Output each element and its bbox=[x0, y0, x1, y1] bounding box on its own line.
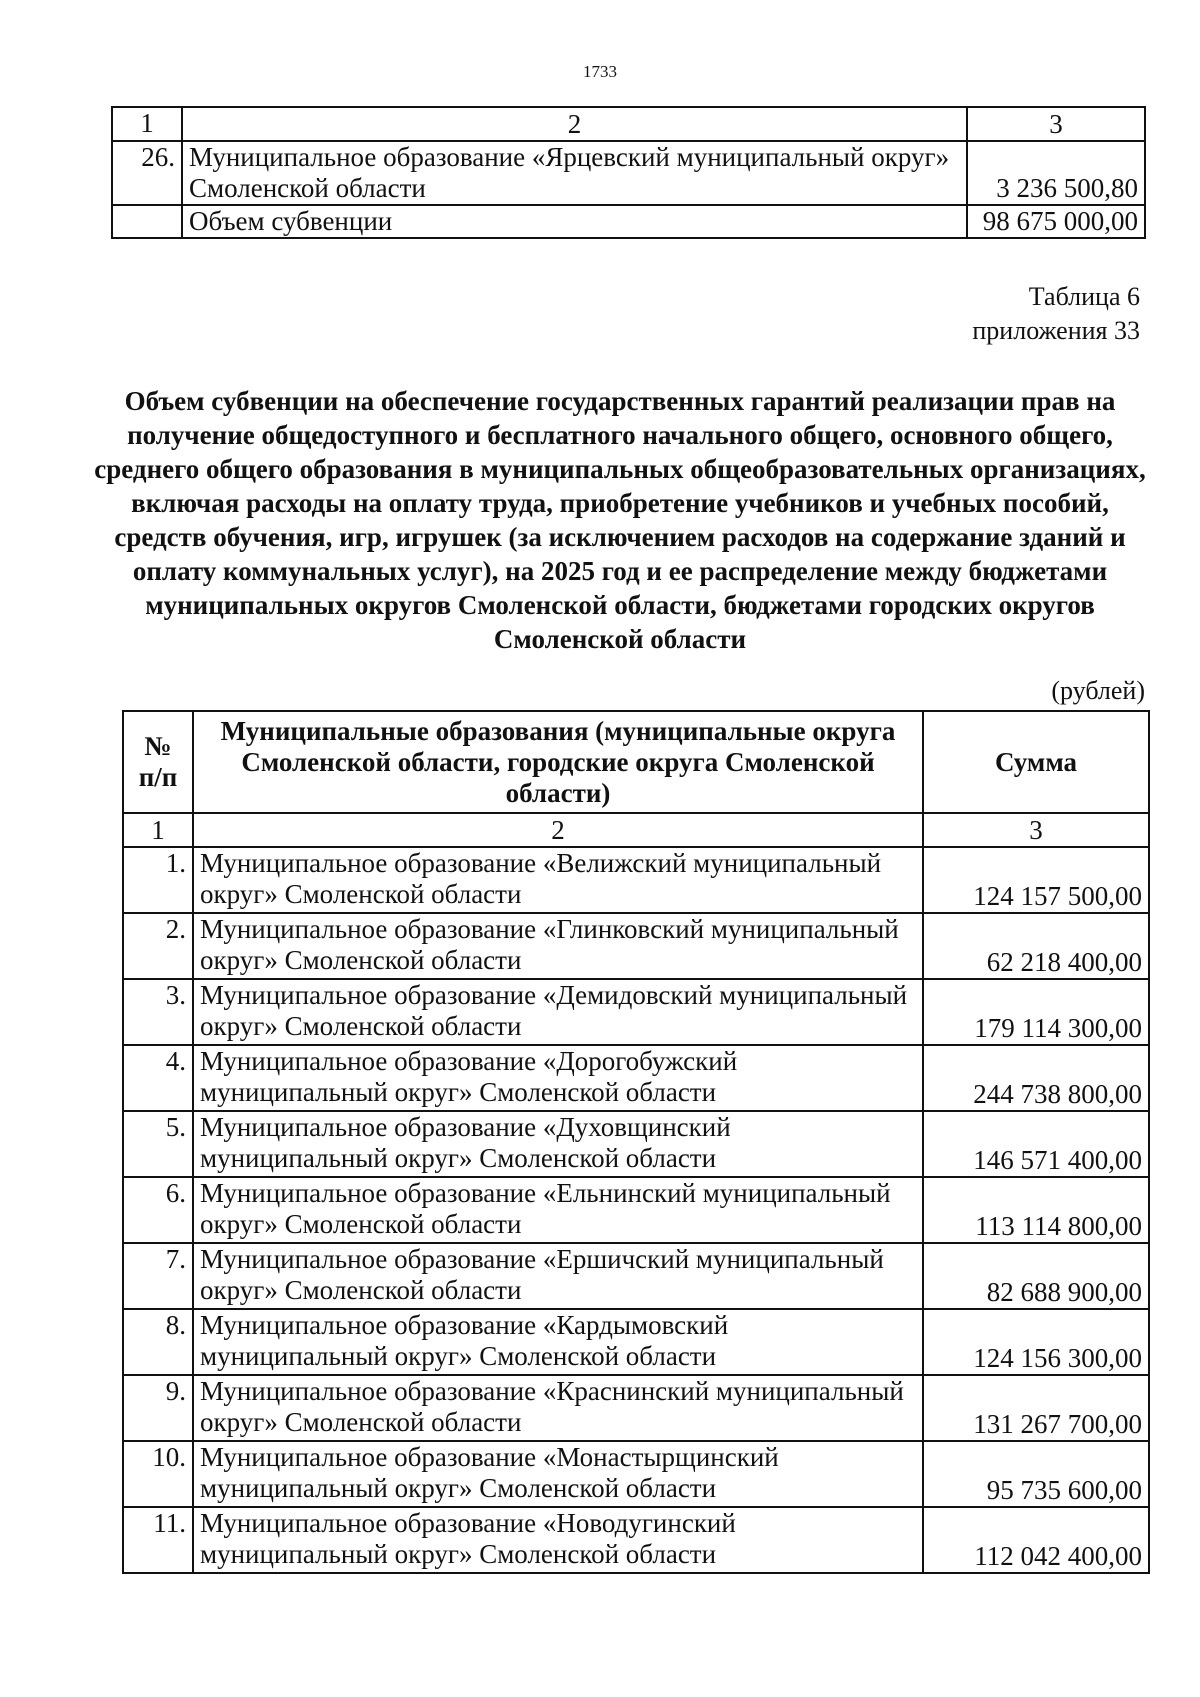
caption-table-number: Таблица 6 bbox=[1028, 282, 1140, 311]
col-index-1: 1 bbox=[112, 107, 182, 141]
row-sum: 124 157 500,00 bbox=[923, 847, 1149, 913]
row-name: Муниципальное образование «Монастырщинский муниципальный округ» Смоленской области bbox=[193, 1441, 923, 1507]
row-number: 26. bbox=[112, 141, 182, 205]
row-name: Муниципальное образование «Духовщинский муниципальный округ» Смоленской области bbox=[193, 1111, 923, 1177]
row-number: 9. bbox=[123, 1375, 193, 1441]
row-name: Муниципальное образование «Глинковский муниципальный округ» Смоленской области bbox=[193, 913, 923, 979]
row-sum: 124 156 300,00 bbox=[923, 1309, 1149, 1375]
table-header-row bbox=[123, 711, 1149, 813]
unit-label: (рублей) bbox=[1051, 676, 1145, 705]
table-row bbox=[123, 1045, 1149, 1111]
table-row bbox=[123, 913, 1149, 979]
table-row bbox=[123, 1441, 1149, 1507]
row-number: 11. bbox=[123, 1507, 193, 1573]
header-number: № п/п bbox=[123, 711, 193, 813]
row-sum: 62 218 400,00 bbox=[923, 913, 1149, 979]
row-name: Муниципальное образование «Кардымовский муниципальный округ» Смоленской области bbox=[193, 1309, 923, 1375]
total-label: Объем субвенции bbox=[182, 205, 967, 238]
continuation-table bbox=[111, 106, 1146, 239]
table-row bbox=[123, 847, 1149, 913]
table-caption bbox=[972, 280, 1140, 348]
header-municipality: Муниципальные образования (муниципальные округа Смоленской области, городские округа Смоленской области) bbox=[193, 711, 923, 813]
total-row bbox=[112, 205, 1145, 238]
page-number: 1733 bbox=[583, 62, 617, 81]
distribution-table bbox=[122, 710, 1150, 1574]
row-number: 8. bbox=[123, 1309, 193, 1375]
row-name: Муниципальное образование «Велижский муниципальный округ» Смоленской области bbox=[193, 847, 923, 913]
table-body bbox=[123, 847, 1149, 1573]
table-row bbox=[123, 1177, 1149, 1243]
row-name: Муниципальное образование «Краснинский муниципальный округ» Смоленской области bbox=[193, 1375, 923, 1441]
table-header-row bbox=[112, 107, 1145, 141]
document-title: Объем субвенции на обеспечение государственных гарантий реализации прав на получение общедоступного и бесплатного начального общего, основного общего, среднего общего образования в муниципальных общеобразовательных организациях, включая расходы на оплату труда, приобретение учебников и учебных пособий, средств обучения, игр, игрушек (за исключением расходов на содержание зданий и оплату коммунальных услуг), на 2025 год и ее распределение между бюджетами муниципальных округов Смоленской области, бюджетами городских округов Смоленской области bbox=[94, 386, 1146, 654]
row-name: Муниципальное образование «Новодугинский муниципальный округ» Смоленской области bbox=[193, 1507, 923, 1573]
column-index-row bbox=[123, 813, 1149, 847]
caption-appendix: приложения 33 bbox=[972, 316, 1140, 345]
table-row bbox=[123, 1243, 1149, 1309]
row-sum: 146 571 400,00 bbox=[923, 1111, 1149, 1177]
row-name: Муниципальное образование «Ярцевский муниципальный округ» Смоленской области bbox=[182, 141, 967, 205]
col-index-3: 3 bbox=[923, 813, 1149, 847]
col-index-2: 2 bbox=[193, 813, 923, 847]
row-number: 6. bbox=[123, 1177, 193, 1243]
row-sum: 131 267 700,00 bbox=[923, 1375, 1149, 1441]
col-index-2: 2 bbox=[182, 107, 967, 141]
row-number: 5. bbox=[123, 1111, 193, 1177]
row-number bbox=[112, 205, 182, 238]
row-sum: 112 042 400,00 bbox=[923, 1507, 1149, 1573]
col-index-1: 1 bbox=[123, 813, 193, 847]
row-name: Муниципальное образование «Ершичский муниципальный округ» Смоленской области bbox=[193, 1243, 923, 1309]
table-row bbox=[123, 979, 1149, 1045]
row-number: 3. bbox=[123, 979, 193, 1045]
table-row bbox=[123, 1111, 1149, 1177]
row-name: Муниципальное образование «Демидовский муниципальный округ» Смоленской области bbox=[193, 979, 923, 1045]
table-row bbox=[123, 1507, 1149, 1573]
row-number: 7. bbox=[123, 1243, 193, 1309]
table-row bbox=[112, 141, 1145, 205]
row-name: Муниципальное образование «Ельнинский муниципальный округ» Смоленской области bbox=[193, 1177, 923, 1243]
table-row bbox=[123, 1375, 1149, 1441]
row-sum: 3 236 500,80 bbox=[967, 141, 1145, 205]
row-sum: 179 114 300,00 bbox=[923, 979, 1149, 1045]
row-number: 10. bbox=[123, 1441, 193, 1507]
table-row bbox=[123, 1309, 1149, 1375]
col-index-3: 3 bbox=[967, 107, 1145, 141]
row-sum: 82 688 900,00 bbox=[923, 1243, 1149, 1309]
row-sum: 95 735 600,00 bbox=[923, 1441, 1149, 1507]
row-number: 1. bbox=[123, 847, 193, 913]
row-number: 4. bbox=[123, 1045, 193, 1111]
total-sum: 98 675 000,00 bbox=[967, 205, 1145, 238]
row-number: 2. bbox=[123, 913, 193, 979]
row-sum: 113 114 800,00 bbox=[923, 1177, 1149, 1243]
row-sum: 244 738 800,00 bbox=[923, 1045, 1149, 1111]
header-sum: Сумма bbox=[923, 711, 1149, 813]
row-name: Муниципальное образование «Дорогобужский муниципальный округ» Смоленской области bbox=[193, 1045, 923, 1111]
